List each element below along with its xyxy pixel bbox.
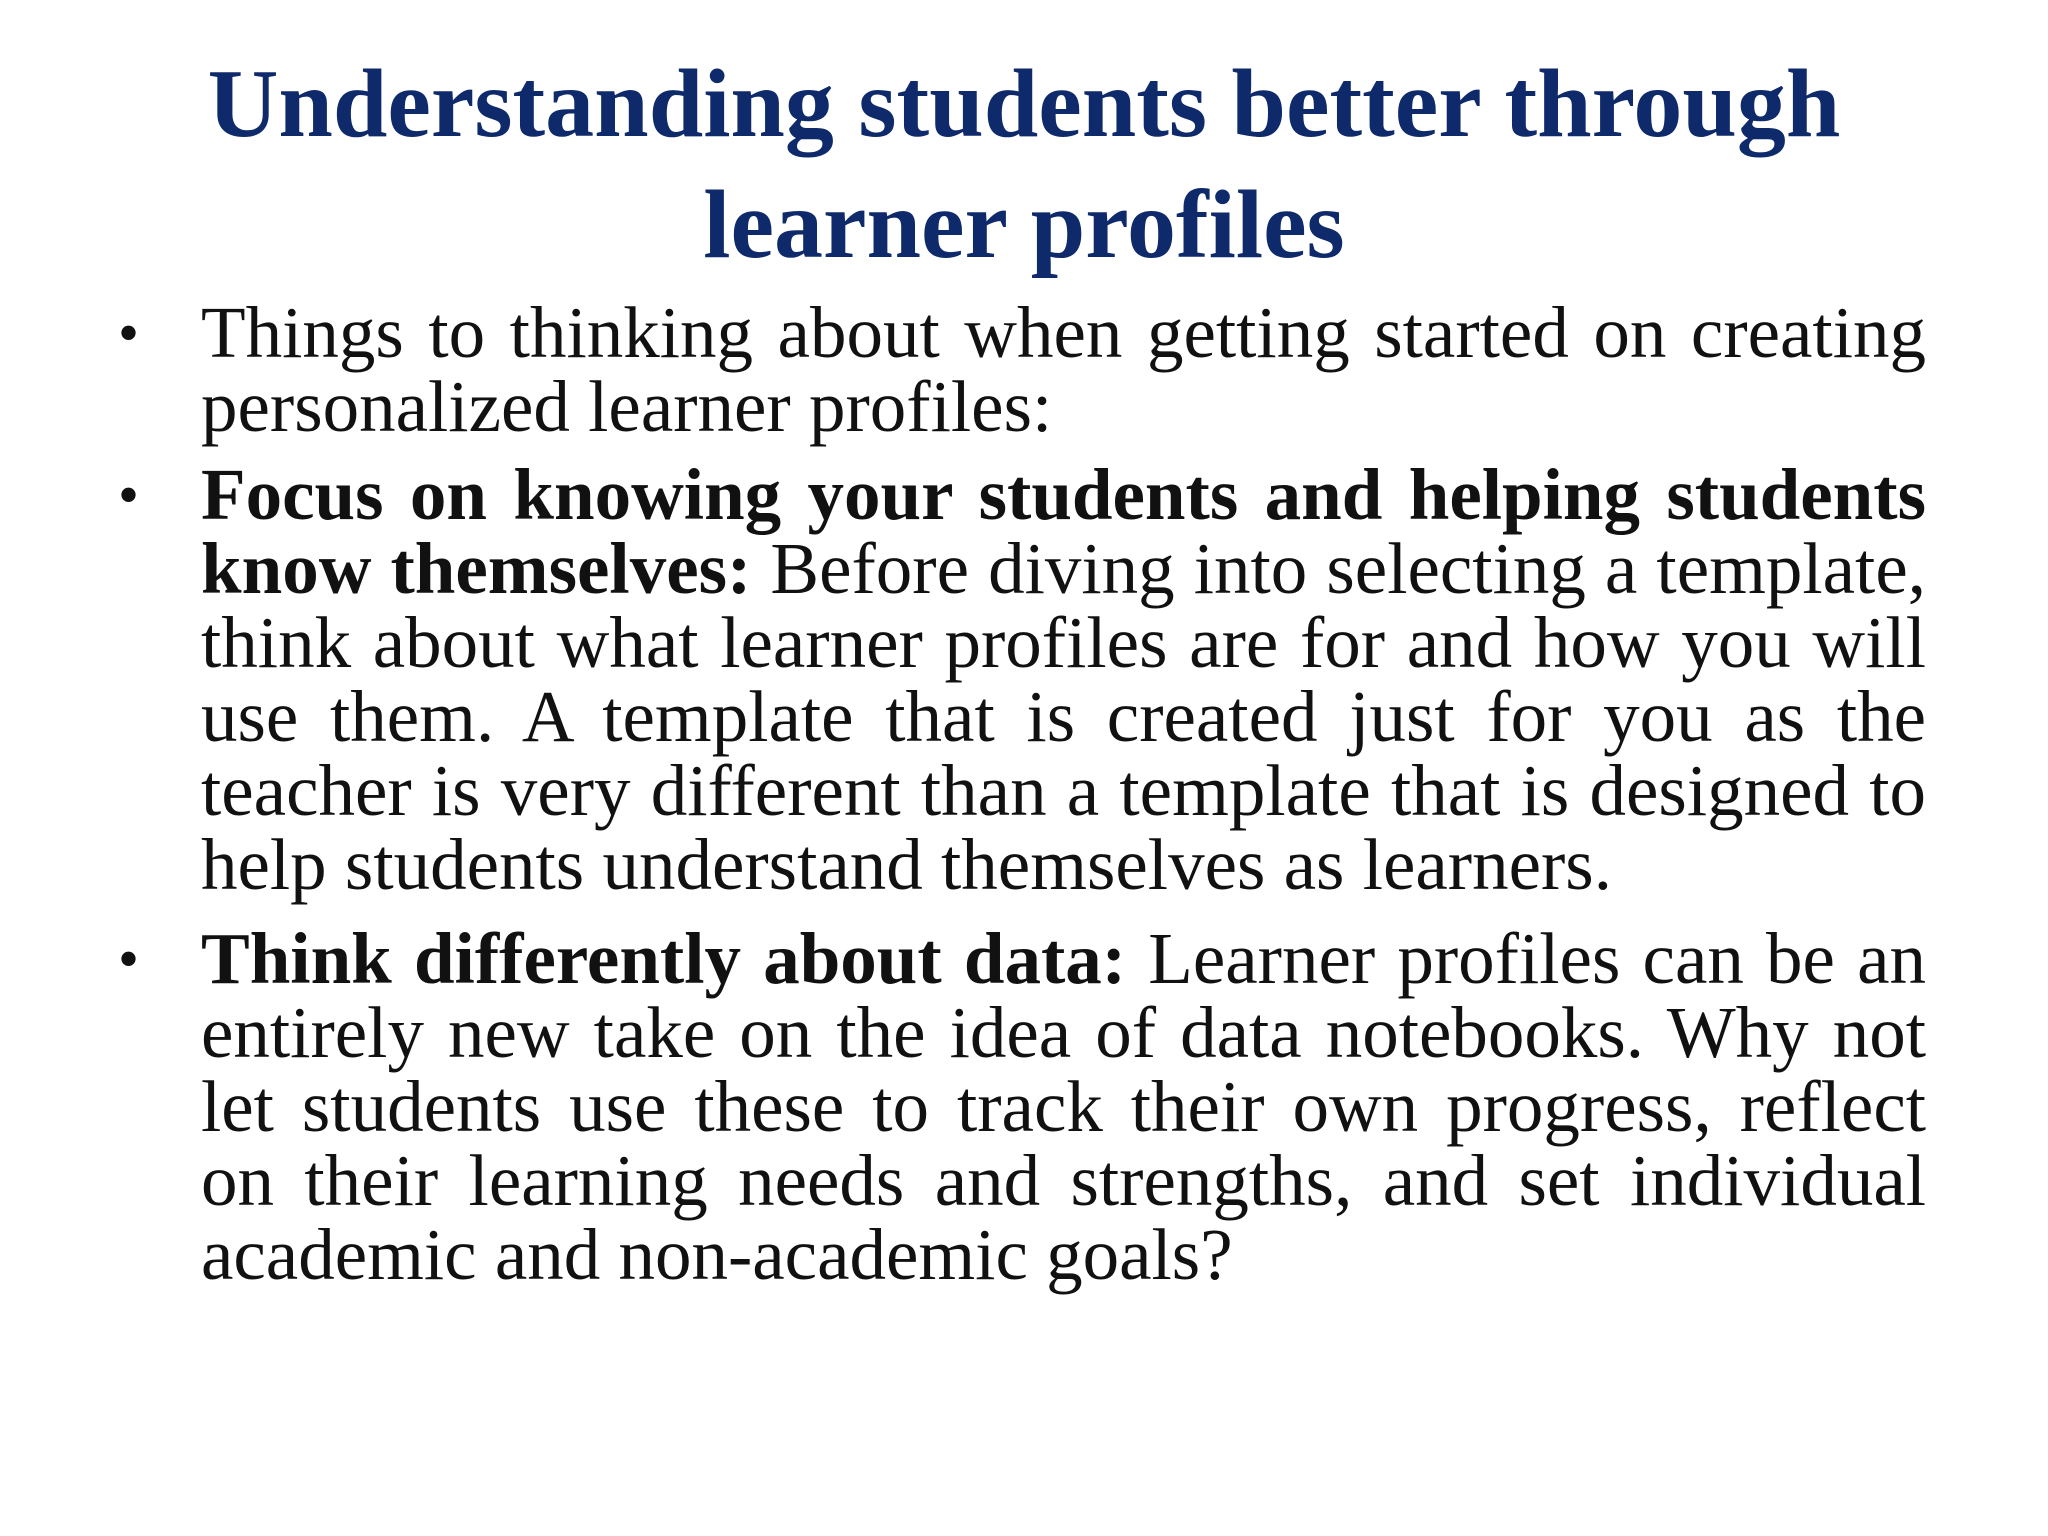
bullet-item-think-differently [118,918,1926,1295]
bullet-text: Things to thinking about when getting started on creating personalized learner profiles: [201,292,1926,447]
bullet-item-focus-on-knowing [118,454,1926,905]
bullet-item-getting-started [118,292,1926,447]
bullet-heading: Focus on knowing your students and helping students know themselves: [201,454,1926,609]
bullet-list [118,292,1926,1312]
bullet-dot-icon: • [118,926,140,992]
slide-title [0,44,2048,286]
bullet-dot-icon: • [118,300,140,366]
bullet-text: Before diving into selecting a template, think about what learner profiles are for and how you will use them. A template that is created just for you as the teacher is very different than a template that is designed to help students understand themselves as learners. [201,528,1926,905]
bullet-dot-icon: • [118,462,140,528]
bullet-heading: Think differently about data: [201,918,1127,999]
title-line-1: Understanding students better through [207,50,1841,158]
title-line-2: learner profiles [703,171,1345,279]
bullet-text: Learner profiles can be an entirely new take on the idea of data notebooks. Why not let students use these to track their own progress, reflect on their learning needs and strengths, and set individual academic and non-academic goals? [201,918,1926,1295]
